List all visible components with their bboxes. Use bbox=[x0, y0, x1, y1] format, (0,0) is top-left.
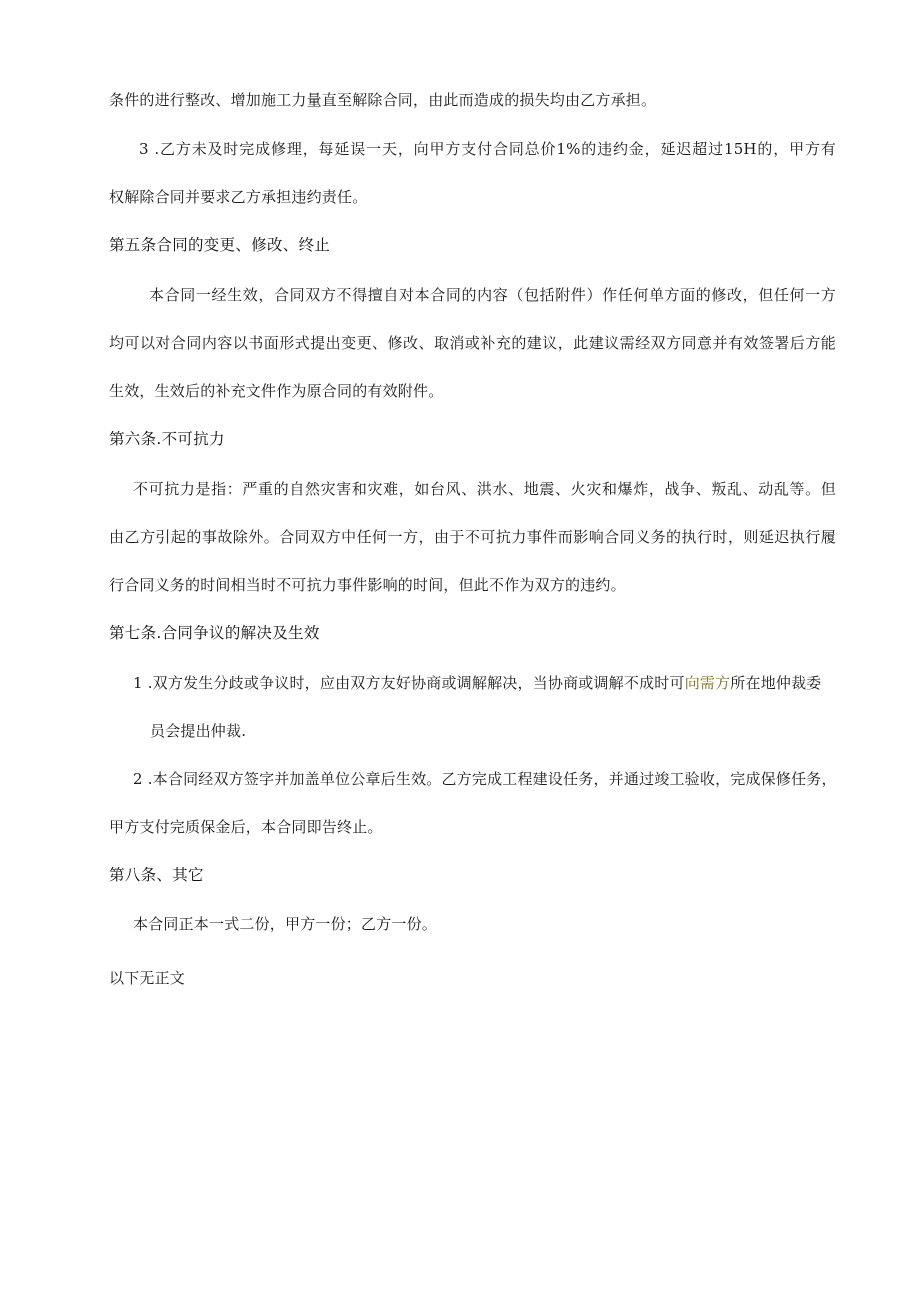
article-8-line-1: 本合同正本一式二份，甲方一份；乙方一份。 bbox=[133, 915, 438, 933]
article-5-line-1: 本合同一经生效，合同双方不得擅自对本合同的内容（包括附件）作任何单方面的修改，但任何一方 bbox=[149, 286, 836, 304]
article-7-item-1-text: 1 .双方发生分歧或争议时，应由双方友好协商或调解解决，当协商或调解不成时可 bbox=[133, 674, 685, 692]
article-6-line-2: 由乙方引起的事故除外。合同双方中任何一方，由于不可抗力事件而影响合同义务的执行时，则延迟执行履 bbox=[109, 528, 836, 546]
article-5-heading: 第五条合同的变更、修改、终止 bbox=[109, 236, 331, 254]
article-7-item-1-text-end: 所在地仲裁委 bbox=[730, 674, 822, 692]
article-5-line-2: 均可以对合同内容以书面形式提出变更、修改、取消或补充的建议，此建议需经双方同意并有效签署后方能 bbox=[109, 334, 836, 352]
article-5-line-3: 生效，生效后的补充文件作为原合同的有效附件。 bbox=[109, 382, 444, 400]
article-7-item-2-line-1: 2 .本合同经双方签字并加盖单位公章后生效。乙方完成工程建设任务，并通过竣工验收，完成保修任务， bbox=[133, 770, 837, 788]
article-7-item-1-line-1 bbox=[133, 673, 822, 693]
article-6-line-1: 不可抗力是指：严重的自然灾害和灾难，如台风、洪水、地震、火灾和爆炸，战争、叛乱、动乱等。但 bbox=[133, 480, 836, 498]
article-6-heading: 第六条.不可抗力 bbox=[109, 430, 225, 448]
highlighted-phrase: 向需方 bbox=[684, 674, 731, 692]
end-note: 以下无正文 bbox=[109, 969, 186, 987]
article-7-heading: 第七条.合同争议的解决及生效 bbox=[109, 624, 320, 642]
article-7-item-2-line-2: 甲方支付完质保金后，本合同即告终止。 bbox=[109, 818, 383, 836]
paragraph-line: 条件的进行整改、增加施工力量直至解除合同，由此而造成的损失均由乙方承担。 bbox=[109, 91, 657, 109]
clause-3-line-2: 权解除合同并要求乙方承担违约责任。 bbox=[109, 188, 368, 206]
clause-3-line-1: 3 .乙方未及时完成修理，每延误一天，向甲方支付合同总价1%的违约金，延迟超过15H的，甲方有 bbox=[139, 140, 836, 158]
article-8-heading: 第八条、其它 bbox=[109, 866, 204, 884]
article-6-line-3: 行合同义务的时间相当时不可抗力事件影响的时间，但此不作为双方的违约。 bbox=[109, 576, 626, 594]
article-7-item-1-line-2: 员会提出仲裁. bbox=[150, 722, 247, 740]
